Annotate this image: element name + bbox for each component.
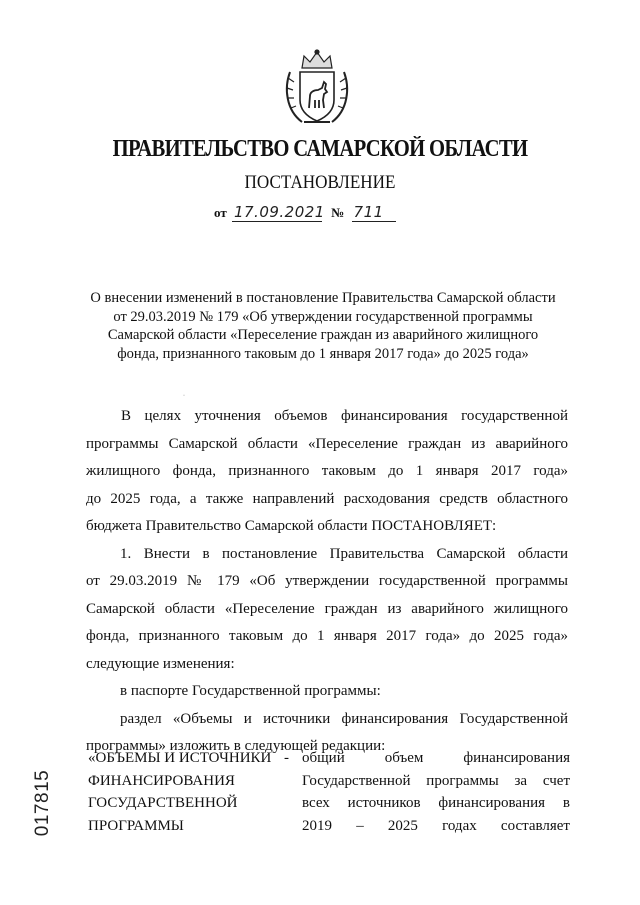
paragraph-line: Самарской области «Переселение граждан из аварийного жилищного [86,600,568,617]
table-right-line: общий объем финансирования [302,750,570,766]
paragraph-line: 1. Внести в постановление Правительства Самарской области [120,545,568,562]
document-type: ПОСТАНОВЛЕНИЕ [244,172,396,193]
table-left-line: «ОБЪЕМЫ И ИСТОЧНИКИ [88,750,272,766]
subject-line: от 29.03.2019 № 179 «Об утверждении государственной программы [113,308,533,325]
paragraph-line: программы Самарской области «Переселение граждан из аварийного [86,435,568,452]
paragraph-line: программы» изложить в следующей редакции: [86,738,386,754]
date-number-line [214,203,396,222]
table-left-line: ФИНАНСИРОВАНИЯ [88,772,235,789]
paragraph-line: фонда, признанного таковым до 1 января 2017 года» до 2025 года» [86,628,568,644]
paragraph-line: до 2025 года, а также направлений расходования средств областного [86,490,568,507]
paragraph-line: от 29.03.2019 № 179 «Об утверждении государственной программы [86,573,568,589]
subject-line: фонда, признанного таковым до 1 января 2017 года» до 2025 года» [117,345,529,362]
table-right-column [302,747,570,837]
organization-title: ПРАВИТЕЛЬСТВО САМАРСКОЙ ОБЛАСТИ [112,136,528,162]
table-left-column [88,747,303,837]
paragraph-line: в паспорте Государственной программы: [120,683,381,699]
date-value: 17.09.2021 [233,203,325,221]
paragraph-line: жилищного фонда, признанного таковым до 1 января 2017 года» [86,463,568,479]
number-value: 711 [352,203,396,222]
table-dash: - [284,750,289,766]
scan-dots: · [183,393,185,399]
subject-line: О внесении изменений в постановление Правительства Самарской области [90,290,556,306]
paragraph-line: В целях уточнения объемов финансирования государственной [121,408,568,424]
table-right-line: всех источников финансирования в [302,795,570,811]
table-left-line: ГОСУДАРСТВЕННОЙ [88,795,238,811]
subject-line: Самарской области «Переселение граждан из аварийного жилищного [107,327,539,343]
number-prefix: № [331,205,345,220]
paragraph-line: следующие изменения: [86,655,235,672]
table-left-line: ПРОГРАММЫ [88,817,184,834]
table-right-line: Государственной программы за счет [302,772,570,789]
paragraph-line: раздел «Объемы и источники финансирования Государственной [120,710,568,727]
paragraph-line: бюджета Правительство Самарской области ПОСТАНОВЛЯЕТ: [86,518,497,534]
date-prefix: от [214,205,227,220]
table-right-line: 2019 – 2025 годах составляет [302,817,570,834]
document-subject [78,289,568,363]
document-body [86,403,568,761]
serial-number-stamp [28,770,68,840]
serial-number: 017815 [32,769,54,837]
samara-coat-of-arms-icon [282,48,352,128]
